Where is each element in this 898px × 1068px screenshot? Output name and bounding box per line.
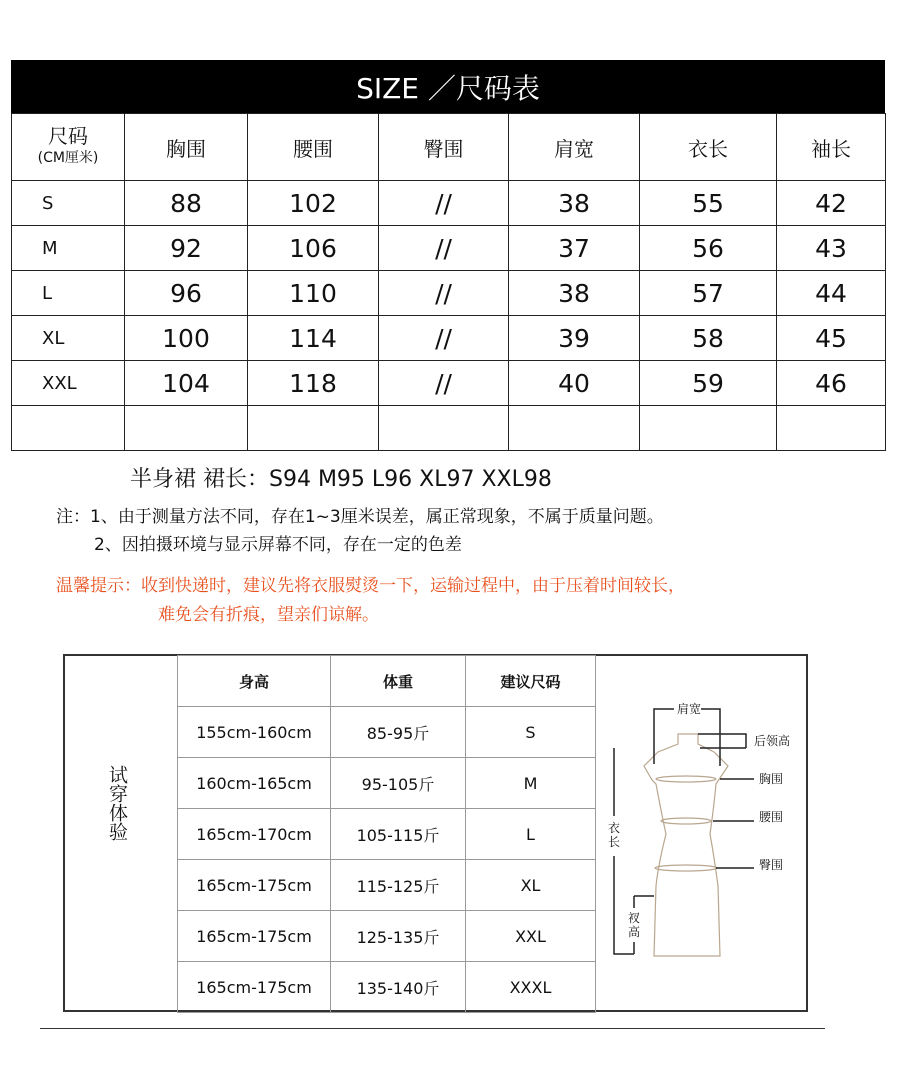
fit-cell: 165cm-175cm xyxy=(178,962,331,1013)
fit-cell: M xyxy=(466,758,596,809)
measure-cell: 118 xyxy=(248,361,379,406)
measure-cell: 37 xyxy=(509,226,640,271)
measure-cell: 100 xyxy=(125,316,248,361)
tip-line: 难免会有折痕，望亲们谅解。 xyxy=(158,605,379,625)
label-collar: 后领高 xyxy=(754,734,791,748)
table-row xyxy=(12,181,886,226)
fit-cell: 105-115斤 xyxy=(331,809,466,860)
fit-row xyxy=(178,758,596,809)
size-cell: S xyxy=(12,181,125,226)
measure-cell: 38 xyxy=(509,181,640,226)
measure-cell: // xyxy=(379,361,509,406)
size-header: 尺码 (CM厘米) xyxy=(12,114,125,181)
measure-cell: 40 xyxy=(509,361,640,406)
measure-cell: 104 xyxy=(125,361,248,406)
measure-cell: // xyxy=(379,181,509,226)
table-row xyxy=(12,316,886,361)
measure-cell: // xyxy=(379,226,509,271)
column-header: 肩宽 xyxy=(509,114,640,181)
column-header: 臀围 xyxy=(379,114,509,181)
measure-cell: 45 xyxy=(777,316,886,361)
measure-cell: 106 xyxy=(248,226,379,271)
skirt-length: 半身裙 裙长：S94 M95 L96 XL97 XXL98 xyxy=(130,467,552,492)
tip-line: 温馨提示：收到快递时，建议先将衣服熨烫一下，运输过程中，由于压着时间较长， xyxy=(56,576,685,596)
measure-cell: 39 xyxy=(509,316,640,361)
fit-row xyxy=(178,911,596,962)
fit-cell: 165cm-175cm xyxy=(178,860,331,911)
fit-table xyxy=(177,655,596,1013)
label-hip: 臀围 xyxy=(759,858,784,872)
divider xyxy=(40,1028,825,1029)
measure-cell: 43 xyxy=(777,226,886,271)
fit-row xyxy=(178,707,596,758)
fit-cell: 85-95斤 xyxy=(331,707,466,758)
size-chart-title: SIZE ／尺码表 xyxy=(11,60,885,113)
size-cell: M xyxy=(12,226,125,271)
empty-row xyxy=(12,406,886,451)
fit-cell: 165cm-170cm xyxy=(178,809,331,860)
measure-cell: 102 xyxy=(248,181,379,226)
table-row xyxy=(12,361,886,406)
table-header-row xyxy=(12,114,886,181)
measure-cell: 56 xyxy=(640,226,777,271)
column-header: 衣长 xyxy=(640,114,777,181)
fit-row xyxy=(178,860,596,911)
measure-cell: // xyxy=(379,316,509,361)
measure-cell: 96 xyxy=(125,271,248,316)
measure-cell: 59 xyxy=(640,361,777,406)
table-row xyxy=(12,271,886,316)
fit-cell: 95-105斤 xyxy=(331,758,466,809)
label-slit: 衩高 xyxy=(628,911,641,939)
label-length: 衣长 xyxy=(608,821,621,849)
measure-cell: // xyxy=(379,271,509,316)
size-cell: XXL xyxy=(12,361,125,406)
measure-cell: 58 xyxy=(640,316,777,361)
note: 注：1、由于测量方法不同，存在1~3厘米误差，属正常现象，不属于质量问题。 xyxy=(56,507,664,527)
fit-cell: 115-125斤 xyxy=(331,860,466,911)
column-header: 身高 xyxy=(178,656,331,707)
measure-cell: 46 xyxy=(777,361,886,406)
size-cell: L xyxy=(12,271,125,316)
fit-cell: 165cm-175cm xyxy=(178,911,331,962)
label-shoulder: 肩宽 xyxy=(677,702,702,716)
column-header: 建议尺码 xyxy=(466,656,596,707)
measure-cell: 92 xyxy=(125,226,248,271)
size-cell: XL xyxy=(12,316,125,361)
measure-cell: 44 xyxy=(777,271,886,316)
measure-cell: 57 xyxy=(640,271,777,316)
fit-side-label: 试穿体验 xyxy=(106,765,128,841)
table-row xyxy=(12,226,886,271)
measure-cell: 110 xyxy=(248,271,379,316)
fit-row xyxy=(178,962,596,1013)
fit-cell: 155cm-160cm xyxy=(178,707,331,758)
fit-cell: XL xyxy=(466,860,596,911)
measure-cell: 55 xyxy=(640,181,777,226)
size-table xyxy=(11,113,886,451)
fit-header-row xyxy=(178,656,596,707)
dress-measurement-diagram xyxy=(596,656,804,1008)
fit-cell: 160cm-165cm xyxy=(178,758,331,809)
measure-cell: 114 xyxy=(248,316,379,361)
fit-cell: 125-135斤 xyxy=(331,911,466,962)
column-header: 袖长 xyxy=(777,114,886,181)
warm-tip xyxy=(56,572,685,630)
fit-cell: 135-140斤 xyxy=(331,962,466,1013)
fit-cell: XXL xyxy=(466,911,596,962)
column-header: 腰围 xyxy=(248,114,379,181)
fit-cell: L xyxy=(466,809,596,860)
label-waist: 腰围 xyxy=(759,810,784,824)
measure-cell: 88 xyxy=(125,181,248,226)
fit-cell: S xyxy=(466,707,596,758)
label-chest: 胸围 xyxy=(759,772,784,786)
notes xyxy=(56,503,664,559)
column-header: 胸围 xyxy=(125,114,248,181)
column-header: 体重 xyxy=(331,656,466,707)
fit-row xyxy=(178,809,596,860)
measure-cell: 38 xyxy=(509,271,640,316)
fit-cell: XXXL xyxy=(466,962,596,1013)
note: 2、因拍摄环境与显示屏幕不同，存在一定的色差 xyxy=(94,535,462,555)
measure-cell: 42 xyxy=(777,181,886,226)
